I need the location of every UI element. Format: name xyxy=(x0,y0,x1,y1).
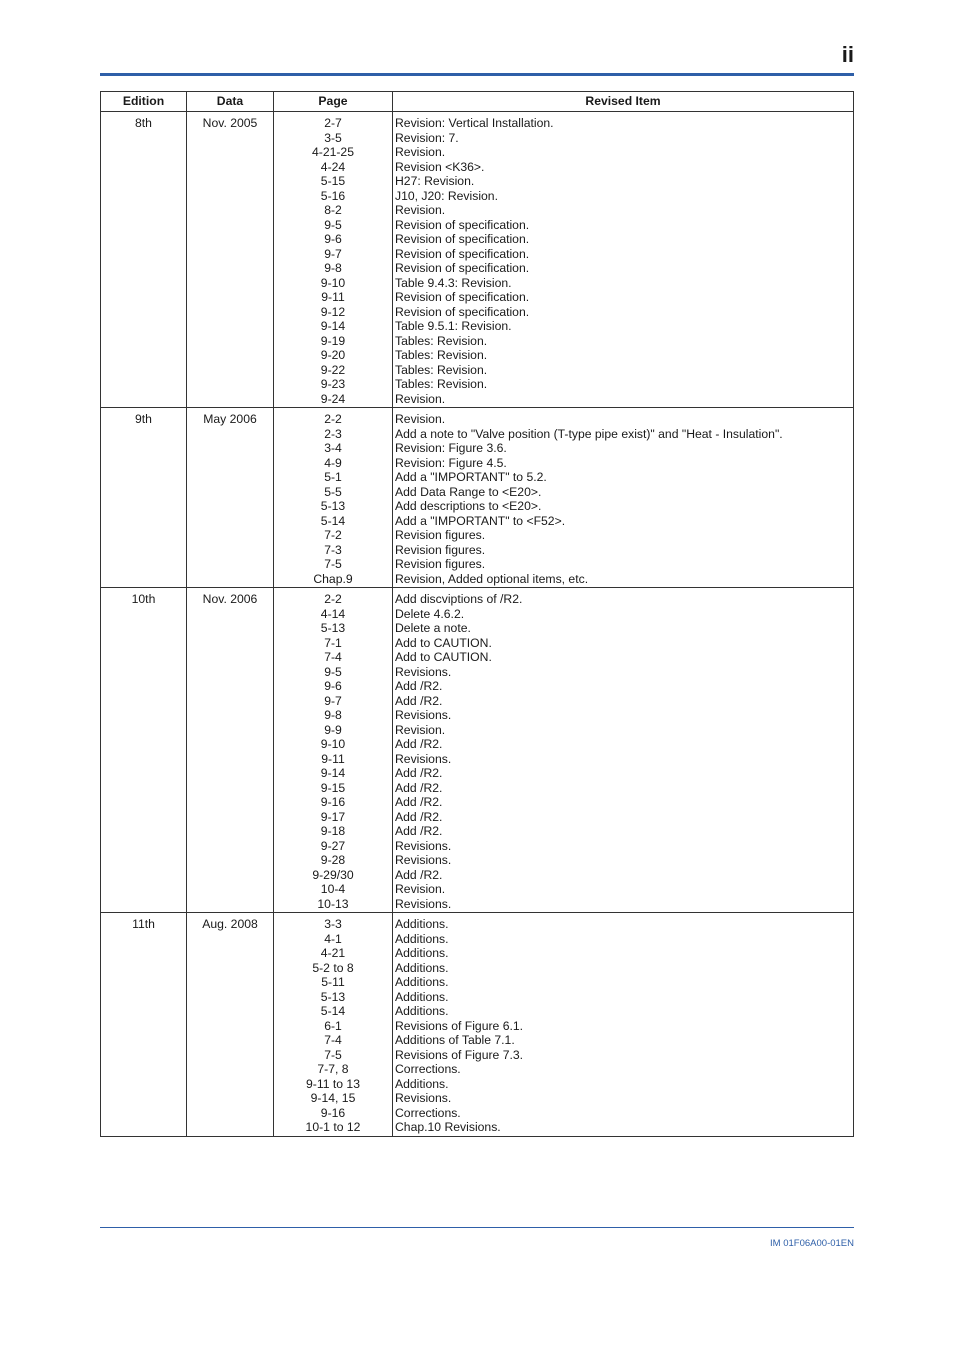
revised-item: Add /R2. xyxy=(395,679,443,693)
date-cell: May 2006 xyxy=(187,408,274,588)
page-ref: 9-8 xyxy=(324,708,342,722)
page-ref: 5-14 xyxy=(320,1004,346,1018)
revised-item: Revision figures. xyxy=(395,557,486,571)
revised-item: Add to CAUTION. xyxy=(395,635,492,650)
revised-item: H27: Revision. xyxy=(395,174,475,188)
revised-item: Additions. xyxy=(395,931,449,946)
page-ref: 9-5 xyxy=(324,664,342,679)
revised-item: Revision. xyxy=(395,391,446,406)
revised-item: Add a "IMPORTANT" to 5.2. xyxy=(395,470,547,484)
revised-item: Revision of specification. xyxy=(395,246,530,261)
revised-item: Add discviptions of /R2. xyxy=(395,592,523,606)
page-ref: 8-2 xyxy=(324,203,342,217)
page-ref: 2-7 xyxy=(324,116,342,130)
page-ref: 9-17 xyxy=(320,809,346,824)
footer-rule xyxy=(100,1227,854,1228)
edition-cell: 10th xyxy=(101,588,187,913)
page-ref: 9-5 xyxy=(324,217,342,232)
page-ref: 4-14 xyxy=(320,606,346,621)
page-ref: 4-21-25 xyxy=(311,145,354,159)
revised-item: Add to CAUTION. xyxy=(395,650,492,664)
page-ref: 9-8 xyxy=(324,261,342,275)
revised-item: Revision, Added optional items, etc. xyxy=(395,571,589,586)
pages-cell xyxy=(274,112,393,408)
page-ref: 9-22 xyxy=(320,362,346,377)
page-ref: 9-24 xyxy=(320,391,346,406)
revised-item: Corrections. xyxy=(395,1105,461,1120)
revised-items-cell xyxy=(393,913,854,1137)
document-id: IM 01F06A00-01EN xyxy=(770,1238,854,1249)
revised-item: Revision of specification. xyxy=(395,232,530,246)
revised-item: Revision: Vertical Installation. xyxy=(395,116,554,130)
page-ref: 9-10 xyxy=(320,275,346,290)
page-ref: 3-4 xyxy=(324,441,342,455)
page-ref: 9-6 xyxy=(324,679,342,693)
revised-item: Add /R2. xyxy=(395,693,443,708)
page-ref: 5-13 xyxy=(320,499,346,513)
revised-item: Delete a note. xyxy=(395,621,471,635)
page-ref: 9-15 xyxy=(320,780,346,795)
revised-item: Revision of specification. xyxy=(395,290,530,304)
page-ref: 9-11 to 13 xyxy=(306,1076,360,1091)
page-ref: Chap.9 xyxy=(313,571,353,586)
revised-item: Table 9.4.3: Revision. xyxy=(395,275,512,290)
date-cell: Aug. 2008 xyxy=(187,913,274,1137)
revised-item: Revision: Figure 3.6. xyxy=(395,441,507,455)
page-ref: 10-4 xyxy=(320,882,346,896)
page-ref: 4-1 xyxy=(324,931,342,946)
revised-item: Add /R2. xyxy=(395,737,443,751)
revised-item: Add /R2. xyxy=(395,867,443,882)
page-ref: 9-11 xyxy=(321,751,345,766)
revised-item: Add a "IMPORTANT" to <F52>. xyxy=(395,513,566,528)
revised-item: Add descriptions to <E20>. xyxy=(395,499,542,513)
page-ref: 9-18 xyxy=(320,824,346,838)
page-ref: 9-11 xyxy=(321,290,345,304)
page-ref: 5-14 xyxy=(320,513,346,528)
revised-item: Tables: Revision. xyxy=(395,362,488,377)
revised-item: Revision of specification. xyxy=(395,261,530,275)
page-ref: 7-2 xyxy=(324,528,342,542)
revised-item: Revisions. xyxy=(395,1091,452,1105)
header-edition: Edition xyxy=(101,92,187,112)
page-number: ii xyxy=(841,42,854,67)
revised-items-cell xyxy=(393,112,854,408)
page-ref: 9-28 xyxy=(320,853,346,867)
page-ref: 7-1 xyxy=(324,635,342,650)
page-ref: 5-13 xyxy=(320,989,346,1004)
pages-cell xyxy=(274,588,393,913)
table-row xyxy=(101,408,854,588)
revised-item: Revisions of Figure 6.1. xyxy=(395,1018,524,1033)
page-ref: 9-16 xyxy=(320,795,346,809)
page-ref: 3-3 xyxy=(324,917,342,931)
revised-item: Chap.10 Revisions. xyxy=(395,1120,501,1134)
revised-item: Revision of specification. xyxy=(395,304,530,319)
page-ref: 9-29/30 xyxy=(312,867,354,882)
page-ref: 9-19 xyxy=(320,333,346,348)
page-ref: 9-23 xyxy=(320,377,346,391)
revised-item: Add /R2. xyxy=(395,824,443,838)
page-ref: 5-2 to 8 xyxy=(312,960,354,975)
page-ref: 4-24 xyxy=(320,159,346,174)
page-ref: 7-4 xyxy=(324,1033,342,1047)
page-ref: 10-13 xyxy=(317,896,349,911)
page-ref: 6-1 xyxy=(324,1018,342,1033)
pages-cell xyxy=(274,408,393,588)
revised-item: Add /R2. xyxy=(395,795,443,809)
page-ref: 5-15 xyxy=(320,174,346,188)
page-ref: 9-20 xyxy=(320,348,346,362)
page-ref: 4-21 xyxy=(320,946,346,960)
page-ref: 5-1 xyxy=(324,470,342,484)
page-ref: 9-9 xyxy=(324,722,342,737)
page-ref: 9-12 xyxy=(320,304,346,319)
header-data: Data xyxy=(187,92,274,112)
page-ref: 7-3 xyxy=(324,542,342,557)
page-ref: 9-14 xyxy=(320,766,346,780)
revised-item: Revisions. xyxy=(395,664,452,679)
revised-item: Additions. xyxy=(395,960,449,975)
page-ref: 7-4 xyxy=(324,650,342,664)
page-ref: 5-13 xyxy=(320,621,346,635)
revised-item: Revision. xyxy=(395,145,446,159)
revised-item: Add /R2. xyxy=(395,780,443,795)
page-ref: 2-3 xyxy=(324,426,342,441)
revised-item: Table 9.5.1: Revision. xyxy=(395,319,512,333)
revised-item: Revision. xyxy=(395,722,446,737)
page-ref: 9-14 xyxy=(320,319,346,333)
revised-item: Add a note to "Valve position (T-type pipe exist)" and "Heat - Insulation". xyxy=(395,426,783,441)
revised-item: Revision: Figure 4.5. xyxy=(395,455,507,470)
revised-item: Revision of specification. xyxy=(395,217,530,232)
revised-items-cell xyxy=(393,408,854,588)
table-header-row xyxy=(101,92,854,112)
edition-cell: 9th xyxy=(101,408,187,588)
page-ref: 9-6 xyxy=(324,232,342,246)
page-ref: 5-11 xyxy=(321,975,345,989)
revised-item: Revision. xyxy=(395,203,446,217)
revised-item: Revisions. xyxy=(395,708,452,722)
page-ref: 7-7, 8 xyxy=(317,1062,349,1076)
page-ref: 9-27 xyxy=(320,838,346,853)
edition-cell: 8th xyxy=(101,112,187,408)
revised-item: Revision figures. xyxy=(395,542,486,557)
page-ref: 9-7 xyxy=(324,693,342,708)
revised-item: Revision <K36>. xyxy=(395,159,485,174)
table-row xyxy=(101,112,854,408)
page-ref: 5-5 xyxy=(324,484,342,499)
header-page: Page xyxy=(274,92,393,112)
revised-item: Revision. xyxy=(395,882,446,896)
revised-item: Revision: 7. xyxy=(395,130,459,145)
revised-item: Revision. xyxy=(395,412,446,426)
revised-item: Revision figures. xyxy=(395,528,486,542)
revised-item: Additions of Table 7.1. xyxy=(395,1033,515,1047)
revised-item: Additions. xyxy=(395,975,449,989)
page-ref: 7-5 xyxy=(324,1047,342,1062)
page-ref: 9-16 xyxy=(320,1105,346,1120)
revised-item: Tables: Revision. xyxy=(395,348,488,362)
revised-items-cell xyxy=(393,588,854,913)
page-ref: 2-2 xyxy=(324,412,342,426)
header-revised-item: Revised Item xyxy=(393,92,854,112)
revised-item: Additions. xyxy=(395,917,449,931)
revision-table-body xyxy=(101,112,854,1137)
page-ref: 10-1 to 12 xyxy=(305,1120,361,1134)
header-rule xyxy=(100,73,854,76)
revised-item: Additions. xyxy=(395,1076,449,1091)
revised-item: Revisions of Figure 7.3. xyxy=(395,1047,524,1062)
date-cell: Nov. 2006 xyxy=(187,588,274,913)
revised-item: Revisions. xyxy=(395,896,452,911)
revised-item: Revisions. xyxy=(395,838,452,853)
page-ref: 3-5 xyxy=(324,130,342,145)
revised-item: Corrections. xyxy=(395,1062,461,1076)
revised-item: J10, J20: Revision. xyxy=(395,188,498,203)
revised-item: Add /R2. xyxy=(395,809,443,824)
revision-table xyxy=(100,91,854,1137)
date-cell: Nov. 2005 xyxy=(187,112,274,408)
revised-item: Tables: Revision. xyxy=(395,333,488,348)
revised-item: Delete 4.6.2. xyxy=(395,606,465,621)
table-row xyxy=(101,588,854,913)
page-ref: 9-14, 15 xyxy=(310,1091,356,1105)
page-ref: 9-10 xyxy=(320,737,346,751)
page-ref: 5-16 xyxy=(320,188,346,203)
page-ref: 4-9 xyxy=(324,455,342,470)
revised-item: Add /R2. xyxy=(395,766,443,780)
table-row xyxy=(101,913,854,1137)
revised-item: Revisions. xyxy=(395,751,452,766)
page-ref: 7-5 xyxy=(324,557,342,571)
page-ref: 9-7 xyxy=(324,246,342,261)
pages-cell xyxy=(274,913,393,1137)
page-ref: 2-2 xyxy=(324,592,342,606)
revised-item: Additions. xyxy=(395,989,449,1004)
revised-item: Revisions. xyxy=(395,853,452,867)
revised-item: Additions. xyxy=(395,1004,449,1018)
revised-item: Additions. xyxy=(395,946,449,960)
edition-cell: 11th xyxy=(101,913,187,1137)
revised-item: Add Data Range to <E20>. xyxy=(395,484,542,499)
revised-item: Tables: Revision. xyxy=(395,377,488,391)
